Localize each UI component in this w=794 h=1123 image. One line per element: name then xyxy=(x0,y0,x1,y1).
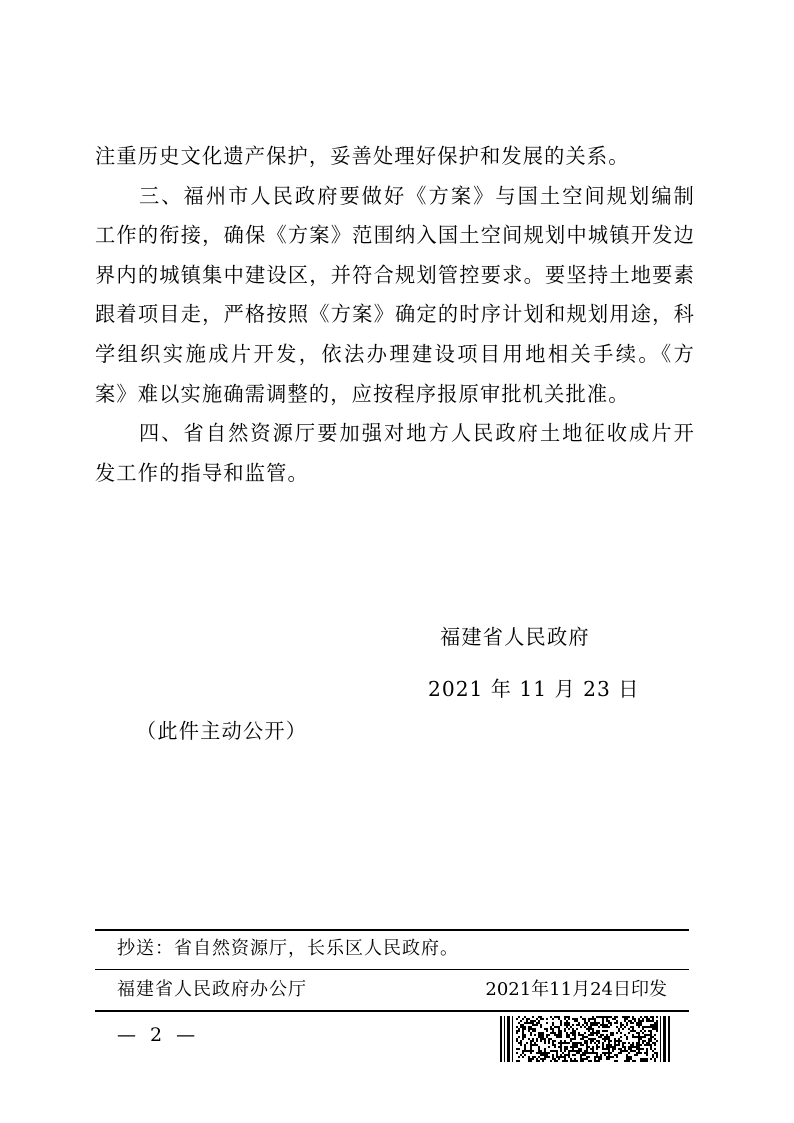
footer-rule-bottom xyxy=(95,1010,689,1012)
issuing-office: 福建省人民政府办公厅 xyxy=(117,979,307,1000)
document-body xyxy=(95,137,695,493)
signature-date: 2021 年 11 月 23 日 xyxy=(428,677,640,701)
paragraph-continuation: 注重历史文化遗产保护，妥善处理好保护和发展的关系。 xyxy=(95,144,630,168)
page-number: — 2 — xyxy=(117,1024,200,1046)
paragraph-item-three: 三、福州市人民政府要做好《方案》与国土空间规划编制工作的衔接，确保《方案》范围纳入国土空间规划中城镇开发边界内的城镇集中建设区，并符合规划管控要求。要坚持土地要素跟着项目走，严格按照《方案》确定的时序计划和规划用途，科学组织实施成片开发，依法办理建设项目用地相关手续。《方案》难以实施确需调整的，应按程序报原审批机关批准。 xyxy=(95,183,695,406)
footer-rule-middle xyxy=(95,969,689,970)
print-date: 2021年11月24日印发 xyxy=(485,979,667,1000)
signature-issuer: 福建省人民政府 xyxy=(440,625,590,649)
public-disclosure-note: （此件主动公开） xyxy=(136,719,308,743)
cc-recipients: 抄送：省自然资源厅，长乐区人民政府。 xyxy=(117,938,459,959)
footer-rule-top xyxy=(95,929,689,931)
paragraph-item-four: 四、省自然资源厅要加强对地方人民政府土地征收成片开发工作的指导和监管。 xyxy=(95,421,695,485)
barcode-icon xyxy=(500,1016,670,1062)
